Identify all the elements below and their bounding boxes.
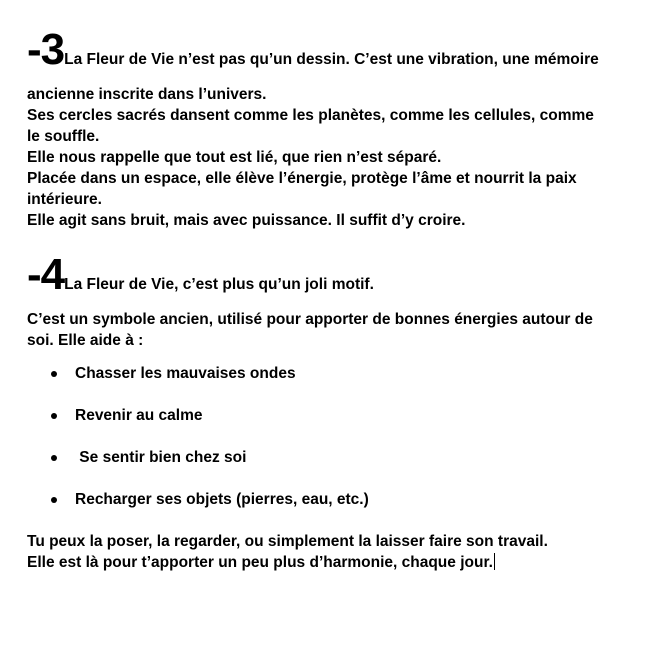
- text-line: C’est un symbole ancien, utilisé pour apporter de bonnes énergies autour de: [27, 311, 593, 328]
- bullet-icon: [51, 497, 57, 503]
- list-item-text: Recharger ses objets (pierres, eau, etc.): [75, 491, 369, 508]
- section-3-text: [27, 84, 627, 231]
- section-3: [27, 25, 627, 231]
- text-line-last: [27, 552, 627, 573]
- text-line: Placée dans un espace, elle élève l’énergie, protège l’âme et nourrit la paix: [27, 170, 577, 187]
- text-line: Tu peux la poser, la regarder, ou simplement la laisser faire son travail.: [27, 533, 548, 550]
- closing-text: [27, 531, 627, 573]
- text-line: Elle nous rappelle que tout est lié, que rien n’est séparé.: [27, 149, 442, 166]
- section-4-number: -4: [27, 250, 65, 299]
- text-line: intérieure.: [27, 191, 102, 208]
- text-line: Elle agit sans bruit, mais avec puissance. Il suffit d’y croire.: [27, 212, 466, 229]
- list-item: [27, 447, 627, 468]
- section-3-heading-text: La Fleur de Vie n’est pas qu’un dessin. C’est une vibration, une mémoire: [64, 51, 599, 68]
- text-line: ancienne inscrite dans l’univers.: [27, 86, 267, 103]
- section-4-heading-text: La Fleur de Vie, c’est plus qu’un joli motif.: [64, 276, 374, 293]
- section-3-number: -3: [27, 25, 65, 74]
- section-4: [27, 250, 627, 510]
- text-line-content: Elle est là pour t’apporter un peu plus d’harmonie, chaque jour.: [27, 554, 493, 571]
- text-cursor: [494, 553, 496, 570]
- bullet-icon: [51, 455, 57, 461]
- list-item: [27, 405, 627, 426]
- text-line: soi. Elle aide à :: [27, 332, 144, 349]
- text-line: Ses cercles sacrés dansent comme les planètes, comme les cellules, comme: [27, 107, 594, 124]
- list-item-text: Revenir au calme: [75, 407, 203, 424]
- list-item: [27, 363, 627, 384]
- bullet-icon: [51, 371, 57, 377]
- list-item-text: Chasser les mauvaises ondes: [75, 365, 296, 382]
- document-body[interactable]: [27, 25, 627, 573]
- bullet-icon: [51, 413, 57, 419]
- section-3-heading: [27, 25, 627, 74]
- section-4-text: [27, 309, 627, 351]
- list-item-text: Se sentir bien chez soi: [75, 449, 247, 466]
- list-item: [27, 489, 627, 510]
- bullet-list: [27, 363, 627, 510]
- section-4-heading: [27, 250, 627, 299]
- text-line: le souffle.: [27, 128, 100, 145]
